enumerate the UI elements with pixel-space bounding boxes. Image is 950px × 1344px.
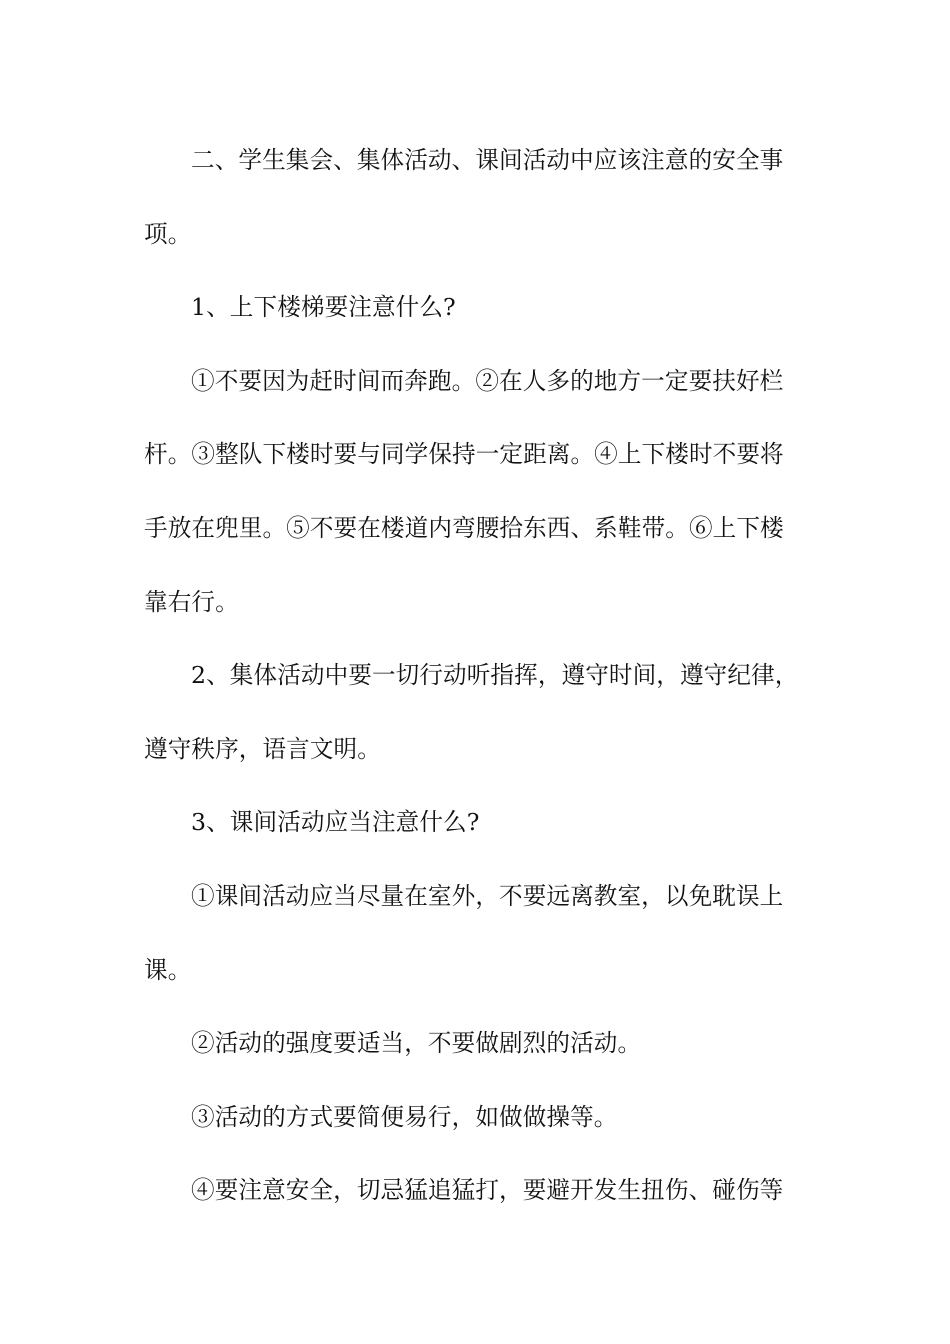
question-3-answer-3-paragraph bbox=[144, 1081, 808, 1155]
text-line: 课。 bbox=[144, 955, 192, 984]
item-2-paragraph bbox=[144, 639, 808, 786]
text-line: 项。 bbox=[144, 219, 192, 248]
text-line: 1、上下楼梯要注意什么? bbox=[191, 293, 456, 322]
question-3-answer-1-paragraph bbox=[144, 860, 808, 1007]
question-3-heading bbox=[144, 786, 808, 860]
text-line: ①课间活动应当尽量在室外，不要远离教室，以免耽误上 bbox=[191, 881, 784, 910]
text-line: 遵守秩序，语言文明。 bbox=[144, 734, 381, 763]
text-line: 2、集体活动中要一切行动听指挥，遵守时间，遵守纪律， bbox=[191, 661, 799, 690]
section-heading-paragraph bbox=[144, 124, 808, 271]
question-3-answer-4-paragraph bbox=[144, 1154, 808, 1228]
text-line: 手放在兜里。⑤不要在楼道内弯腰拾东西、系鞋带。⑥上下楼 bbox=[144, 513, 784, 542]
question-1-heading bbox=[144, 271, 808, 345]
text-line: ③活动的方式要简便易行，如做做操等。 bbox=[191, 1102, 618, 1131]
question-3-answer-2-paragraph bbox=[144, 1007, 808, 1081]
text-line: ④要注意安全，切忌猛追猛打，要避开发生扭伤、碰伤等 bbox=[191, 1176, 784, 1205]
text-line: 杆。③整队下楼时要与同学保持一定距离。④上下楼时不要将 bbox=[144, 440, 784, 469]
document-body bbox=[144, 124, 808, 1228]
text-line: 二、学生集会、集体活动、课间活动中应该注意的安全事 bbox=[191, 146, 784, 174]
text-line: ②活动的强度要适当，不要做剧烈的活动。 bbox=[191, 1029, 642, 1058]
question-1-answer-paragraph bbox=[144, 345, 808, 639]
text-line: 3、课间活动应当注意什么? bbox=[191, 808, 480, 837]
text-line: 靠右行。 bbox=[144, 587, 239, 616]
text-line: ①不要因为赶时间而奔跑。②在人多的地方一定要扶好栏 bbox=[191, 366, 784, 395]
